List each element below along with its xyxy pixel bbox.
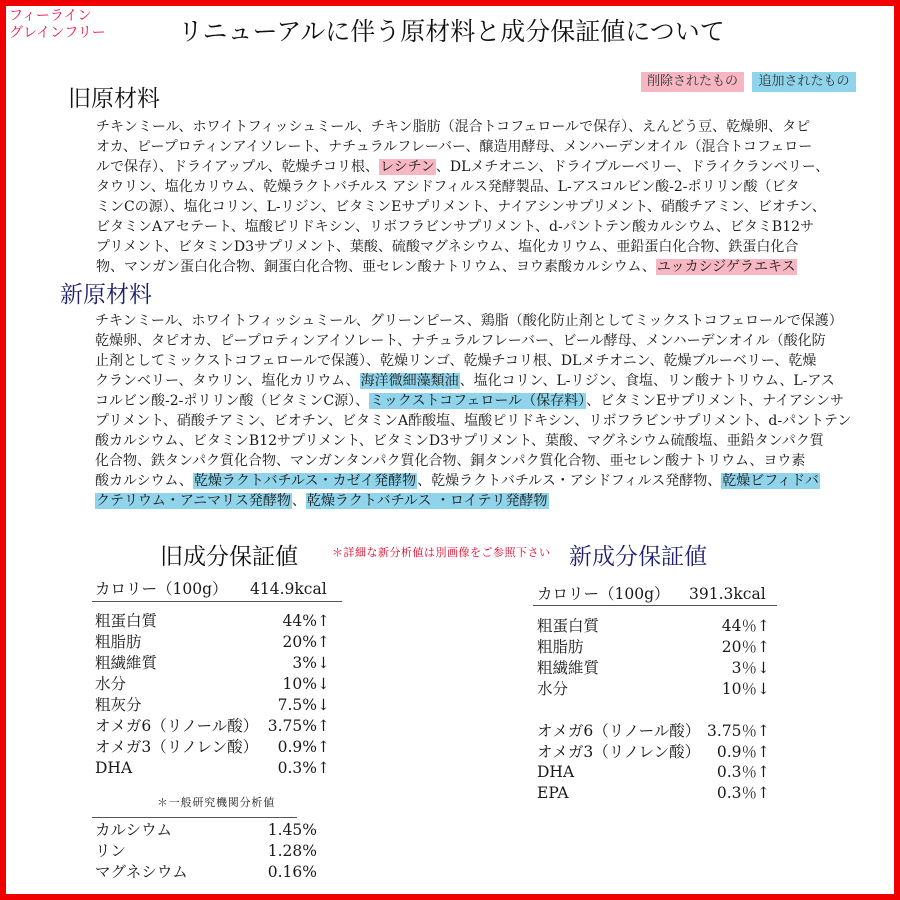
old-ingredients-heading: 旧原材料	[68, 86, 160, 112]
analysis-row	[95, 611, 330, 631]
nutrient-value: 44%↑	[282, 612, 330, 630]
mineral-divider	[92, 817, 297, 818]
nutrient-label: オメガ6（リノール酸）	[95, 717, 259, 735]
nutrient-label: マグネシウム	[95, 863, 188, 881]
nutrient-label: DHA	[95, 759, 133, 777]
ingredient-line	[96, 197, 826, 217]
ingredient-line	[95, 451, 805, 471]
analysis-row	[95, 737, 330, 757]
analysis-row	[95, 841, 317, 861]
nutrient-value: 44％↑	[721, 617, 770, 635]
ingredient-text: チキンミール、ホワイトフィッシュミール、チキン脂肪（混合トコフェロールで保存）、えんどう豆、乾燥卵、タピ	[96, 119, 811, 135]
added-ingredient: 乾燥ビフィドバ	[722, 473, 819, 489]
brand-label-line1: フィーライン	[9, 8, 92, 24]
nutrient-value: 20％↑	[721, 638, 770, 656]
added-ingredient: 海洋微細藻類油	[360, 373, 459, 389]
nutrient-label: 水分	[537, 680, 569, 698]
nutrient-value: 0.9％↑	[716, 742, 770, 761]
ingredient-text: 酸カルシウム、	[95, 473, 193, 489]
ingredient-line	[96, 157, 829, 177]
nutrient-label: DHA	[537, 763, 575, 782]
ingredient-line	[96, 137, 812, 157]
nutrient-label: 粗灰分	[95, 696, 142, 714]
nutrient-label: 粗蛋白質	[95, 612, 158, 630]
ingredient-text: チキンミール、ホワイトフィッシュミール、グリーンピース、鶏脂（酸化防止剤としてミックストコフェロールで保護）	[95, 313, 843, 329]
nutrient-value: 0.3％↑	[716, 784, 770, 803]
old-ingredients-list	[96, 117, 886, 277]
analysis-row	[537, 742, 770, 762]
ingredient-text: プリメント、硝酸チアミン、ビオチン、ビタミンA酢酸塩、塩酸ピリドキシン、リボフラビンサプリメント、d-パントテン	[95, 413, 852, 429]
added-ingredient: ミックストコフェロール（保存料）	[370, 393, 586, 409]
ingredient-text: 、DLメチオニン、ドライブルーベリー、ドライクランベリー、	[435, 159, 830, 175]
ingredient-line	[95, 391, 844, 411]
ingredient-text: ビタミンAアセテート、塩酸ピリドキシン、リボフラビンサプリメント、d-パントテン酸カルシウム、ビタミB12サ	[96, 219, 815, 235]
analysis-row	[95, 653, 330, 673]
ingredient-text: 酸カルシウム、ビタミンB12サプリメント、ビタミンD3サプリメント、葉酸、マグネシウム硫酸塩、亜鉛タンパク質	[95, 433, 824, 449]
nutrient-value: 10%↓	[282, 675, 330, 693]
ingredient-text: プリメント、ビタミンD3サプリメント、葉酸、硫酸マグネシウム、塩化カリウム、亜鉛蛋白化合物、鉄蛋白化合	[96, 239, 799, 255]
analysis-row	[95, 862, 317, 882]
nutrient-value: 10％↓	[721, 680, 770, 698]
new-ingredients-list	[95, 311, 885, 511]
nutrient-label: オメガ3（リノレン酸）	[537, 742, 701, 761]
ingredient-text: ルで保存）、ドライアップル、乾燥チコリ根、	[96, 159, 379, 175]
nutrient-label: カルシウム	[95, 821, 172, 839]
nutrient-value: 1.28%	[267, 842, 317, 860]
nutrient-label: リン	[95, 842, 127, 860]
added-ingredient: クテリウム・アニマリス発酵物	[96, 493, 291, 509]
removed-ingredient: レシチン	[379, 159, 435, 175]
ingredient-line	[95, 371, 835, 391]
analysis-row	[95, 716, 330, 736]
legend-added: 追加されたもの	[752, 72, 856, 92]
analysis-row	[95, 632, 330, 652]
analysis-row	[537, 637, 770, 657]
new-calorie-label: カロリー（100g）	[537, 585, 670, 603]
nutrient-value: 1.45%	[267, 821, 317, 839]
ingredient-text: 、乾燥ラクトバチルス・アシドフィルス発酵物、	[417, 473, 722, 489]
analysis-row	[95, 695, 330, 715]
ingredient-text: 乾燥卵、タピオカ、ピープロティンアイソレート、ナチュラルフレーバー、ビール酵母、メンハーデンオイル（酸化防	[95, 333, 826, 349]
ingredient-line	[95, 431, 824, 451]
old-calorie-value: 414.9kcal	[250, 580, 327, 598]
nutrient-label: 粗脂肪	[537, 638, 584, 656]
mineral-table	[95, 820, 317, 883]
nutrient-value: 0.3%↑	[277, 759, 330, 777]
new-calorie-value: 391.3kcal	[689, 585, 766, 603]
analysis-row	[95, 758, 330, 778]
nutrient-label: EPA	[537, 784, 569, 803]
ingredient-line	[96, 217, 814, 237]
nutrient-value: 0.3％↑	[716, 763, 770, 782]
analysis-row	[537, 679, 770, 699]
ingredient-text: 、ビタミンEサプリメント、ナイアシンサ	[586, 393, 844, 409]
ingredient-text: タウリン、塩化カリウム、乾燥ラクトバチルス アシドフィルス発酵製品、L-アスコルビン酸-2-ポリリン酸（ビタ	[96, 179, 800, 195]
ingredient-line	[96, 177, 800, 197]
analysis-row	[537, 658, 770, 678]
brand-label-line2: グレインフリー	[9, 25, 106, 41]
new-analysis-table	[537, 616, 770, 700]
nutrient-label: オメガ3（リノレン酸）	[95, 738, 259, 756]
ingredient-text: オカ、ピープロティンアイソレート、ナチュラルフレーバー、醸造用酵母、メンハーデンオイル（混合トコフェロー	[96, 139, 813, 155]
nutrient-label: オメガ6（リノール酸）	[537, 722, 701, 740]
analysis-row	[537, 762, 770, 782]
analysis-row	[537, 616, 770, 636]
ingredient-text: 止剤としてミックストコフェロールで保護）、乾燥リンゴ、乾燥チコリ根、DLメチオニン、乾燥ブルーベリー、乾燥	[95, 353, 817, 369]
ingredient-text: コルビン酸-2-ポリリン酸（ビタミンC源）、	[95, 393, 370, 409]
legend-removed: 削除されたもの	[641, 72, 744, 92]
ingredient-line	[95, 331, 826, 351]
analysis-row	[95, 674, 330, 694]
ingredient-line	[96, 237, 798, 257]
nutrient-label: 粗繊維質	[95, 654, 158, 672]
old-analysis-table	[95, 611, 330, 779]
nutrient-label: 水分	[95, 675, 127, 693]
new-ingredients-heading: 新原材料	[60, 282, 152, 308]
nutrient-value: 3.75%↑	[267, 717, 330, 735]
ingredient-text: クランベリー、タウリン、塩化カリウム、	[95, 373, 360, 389]
new-analysis-heading: 新成分保証値	[569, 544, 707, 570]
ingredient-line	[95, 311, 843, 331]
nutrient-value: 7.5%↓	[277, 696, 330, 714]
ingredient-line	[95, 471, 820, 491]
nutrient-label: 粗繊維質	[537, 659, 600, 677]
nutrient-value: 20%↑	[282, 633, 330, 651]
nutrient-value: 0.16%	[267, 863, 317, 881]
ingredient-line	[95, 411, 851, 431]
nutrient-label: 粗脂肪	[95, 633, 142, 651]
old-calorie-label: カロリー（100g）	[95, 580, 228, 598]
nutrient-value: 0.9%↑	[277, 738, 330, 756]
ingredient-line	[95, 351, 816, 371]
ingredient-text: 、	[291, 493, 306, 509]
analysis-row	[95, 820, 317, 840]
detail-note: ＊詳細な新分析値は別画像をご参照下さい	[332, 546, 551, 559]
ingredient-line	[95, 491, 549, 511]
added-ingredient: 乾燥ラクトバチルス ・ロイテリ発酵物	[306, 493, 548, 509]
ingredient-line	[96, 257, 797, 277]
ingredient-text: 化合物、鉄タンパク質化合物、マンガンタンパク質化合物、銅タンパク質化合物、亜セレン酸ナトリウム、ヨウ素	[95, 453, 806, 469]
added-ingredient: 乾燥ラクトバチルス・カゼイ発酵物	[193, 473, 417, 489]
analysis-row	[537, 783, 770, 803]
nutrient-value: 3%↓	[292, 654, 330, 672]
page-title: リニューアルに伴う原材料と成分保証値について	[178, 17, 725, 46]
ingredient-line	[96, 117, 810, 137]
nutrient-label: 粗蛋白質	[537, 617, 600, 635]
old-calorie-divider	[92, 601, 342, 602]
old-analysis-heading: 旧成分保証値	[160, 544, 298, 570]
lab-analysis-note: ＊一般研究機関分析値	[157, 796, 275, 809]
new-calorie-divider	[533, 605, 777, 606]
analysis-row	[537, 721, 770, 741]
nutrient-value: 3.75％↑	[707, 722, 770, 740]
removed-ingredient: ユッカシジゲラエキス	[656, 259, 796, 275]
nutrient-value: 3％↓	[731, 659, 770, 677]
ingredient-text: 、塩化コリン、L-リジン、食塩、リン酸ナトリウム、L-アス	[459, 373, 835, 389]
ingredient-text: ミンCの源）、塩化コリン、L-リジン、ビタミンEサプリメント、ナイアシンサプリメント、硝酸チアミン、ビオチン、	[96, 199, 826, 215]
ingredient-text: 物、マンガン蛋白化合物、銅蛋白化合物、亜セレン酸ナトリウム、ヨウ素酸カルシウム、	[96, 259, 656, 275]
new-fatty-acid-table	[537, 721, 770, 804]
